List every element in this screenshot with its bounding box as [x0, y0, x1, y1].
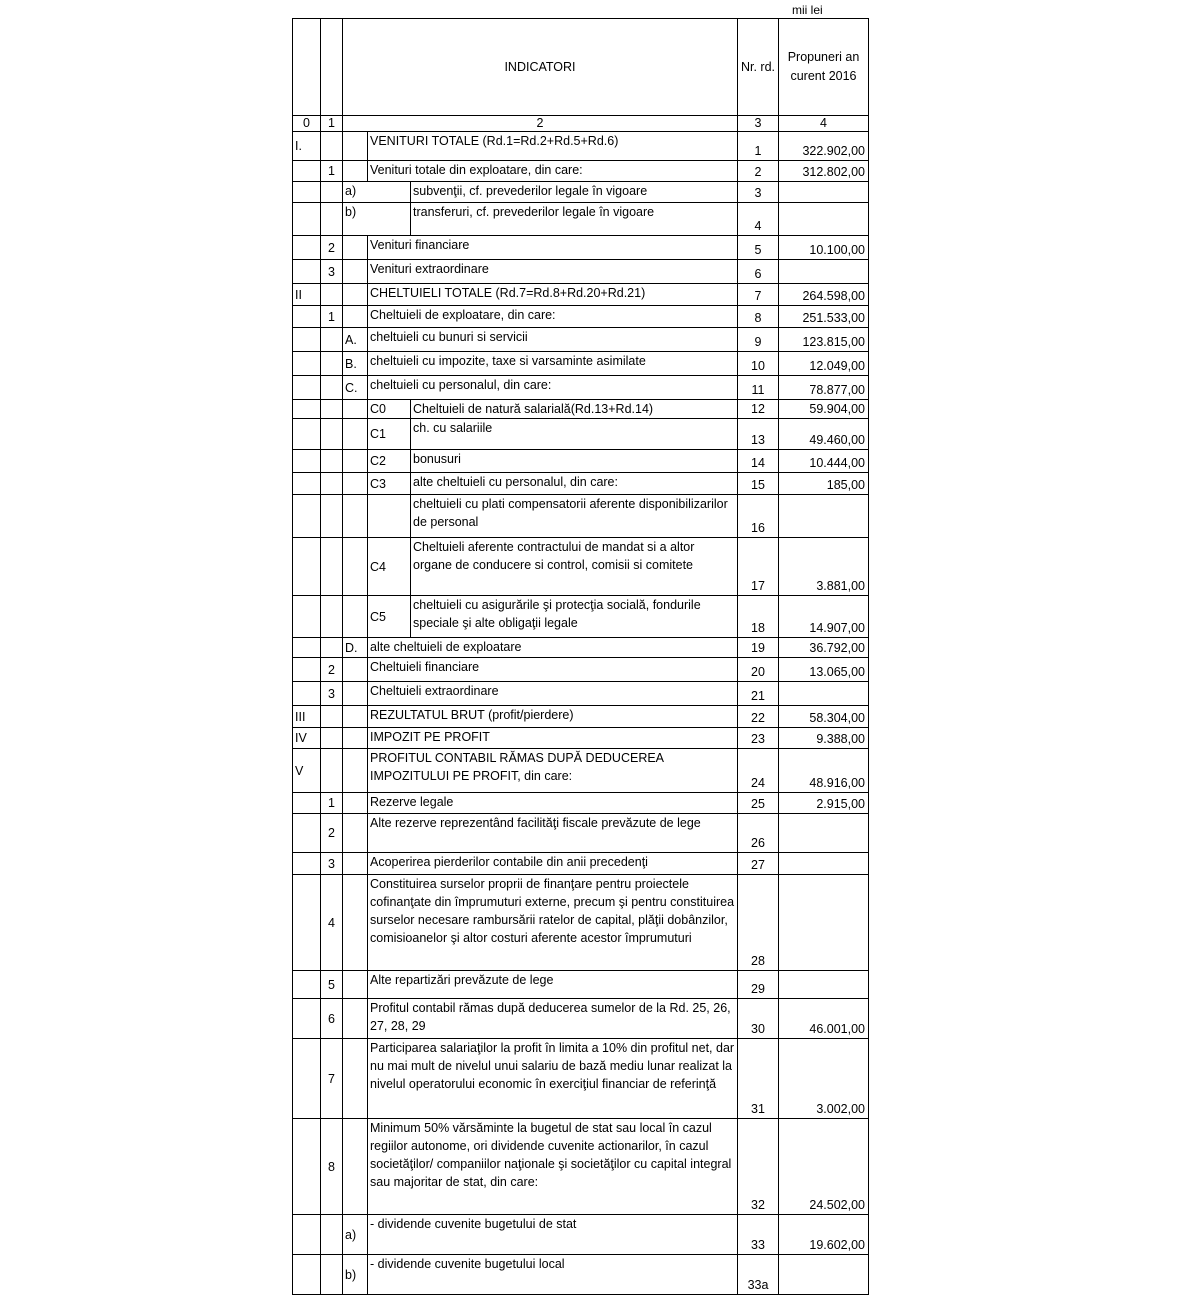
row-label: ch. cu salariile	[411, 419, 738, 450]
row-value: 251.533,00	[779, 306, 869, 328]
sub-letter: b)	[343, 203, 411, 236]
row-label: cheltuieli cu asigurările şi protecţia socială, fondurile speciale şi alte obligaţii legale	[411, 596, 738, 638]
table-row	[293, 450, 869, 473]
table-row	[293, 473, 869, 495]
row-label: Acoperirea pierderilor contabile din anii precedenţi	[368, 853, 738, 875]
table-row	[293, 419, 869, 450]
row-number: 21	[738, 682, 779, 706]
row-number: 22	[738, 706, 779, 728]
unit-label: mii lei	[792, 3, 823, 17]
item-number: 5	[321, 971, 343, 999]
table-row	[293, 706, 869, 728]
group-letter: D.	[343, 638, 368, 658]
row-label: REZULTATUL BRUT (profit/pierdere)	[368, 706, 738, 728]
row-value: 312.802,00	[779, 161, 869, 182]
row-label: VENITURI TOTALE (Rd.1=Rd.2+Rd.5+Rd.6)	[368, 132, 738, 161]
item-number: 6	[321, 999, 343, 1039]
row-label: Cheltuieli aferente contractului de mandat si a altor organe de conducere si control, comisii si comitete	[411, 538, 738, 596]
table-row	[293, 352, 869, 376]
index-row	[293, 116, 869, 132]
row-value: 185,00	[779, 473, 869, 495]
row-number: 7	[738, 284, 779, 306]
section-number: III	[293, 706, 321, 728]
row-number: 12	[738, 400, 779, 419]
row-number: 31	[738, 1039, 779, 1119]
item-number: 3	[321, 260, 343, 284]
row-number: 24	[738, 749, 779, 793]
section-number: I.	[293, 132, 321, 161]
sub-code	[368, 495, 411, 538]
row-label: cheltuieli cu plati compensatorii aferente disponibilizarilor de personal	[411, 495, 738, 538]
row-label: Cheltuieli extraordinare	[368, 682, 738, 706]
row-label: alte cheltuieli cu personalul, din care:	[411, 473, 738, 495]
row-number: 33	[738, 1215, 779, 1255]
section-number: II	[293, 284, 321, 306]
row-label: Profitul contabil rămas după deducerea sumelor de la Rd. 25, 26, 27, 28, 29	[368, 999, 738, 1039]
row-number: 30	[738, 999, 779, 1039]
row-label: Minimum 50% vărsăminte la bugetul de stat sau local în cazul regiilor autonome, ori dividende cuvenite actionarilor, în cazul societăţilor/ companiilor naţionale şi societăţilor cu capital integral sau majoritar de stat, din care:	[368, 1119, 738, 1215]
row-value	[779, 203, 869, 236]
table-row	[293, 1039, 869, 1119]
row-number: 32	[738, 1119, 779, 1215]
row-value: 49.460,00	[779, 419, 869, 450]
table-row	[293, 1215, 869, 1255]
item-number: 2	[321, 814, 343, 853]
row-value: 14.907,00	[779, 596, 869, 638]
row-number: 1	[738, 132, 779, 161]
row-value: 58.304,00	[779, 706, 869, 728]
row-number: 28	[738, 875, 779, 971]
item-number: 2	[321, 236, 343, 260]
row-label: bonusuri	[411, 450, 738, 473]
table-row	[293, 161, 869, 182]
item-number: 8	[321, 1119, 343, 1215]
table-row	[293, 328, 869, 352]
sub-code: C4	[368, 538, 411, 596]
row-number: 15	[738, 473, 779, 495]
table-row	[293, 814, 869, 853]
row-value: 10.444,00	[779, 450, 869, 473]
row-number: 4	[738, 203, 779, 236]
row-value	[779, 1255, 869, 1295]
row-value: 3.881,00	[779, 538, 869, 596]
section-number: IV	[293, 728, 321, 749]
row-value: 322.902,00	[779, 132, 869, 161]
table-row	[293, 853, 869, 875]
table-row	[293, 495, 869, 538]
table-row	[293, 236, 869, 260]
row-number: 5	[738, 236, 779, 260]
row-number: 3	[738, 182, 779, 203]
row-number: 23	[738, 728, 779, 749]
table-row	[293, 400, 869, 419]
row-value: 10.100,00	[779, 236, 869, 260]
table-row	[293, 132, 869, 161]
item-number: 3	[321, 682, 343, 706]
sub-code: C0	[368, 400, 411, 419]
row-number: 14	[738, 450, 779, 473]
row-value	[779, 260, 869, 284]
item-number: 7	[321, 1039, 343, 1119]
row-label: PROFITUL CONTABIL RĂMAS DUPĂ DEDUCEREA IMPOZITULUI PE PROFIT, din care:	[368, 749, 738, 793]
row-number: 2	[738, 161, 779, 182]
row-value: 9.388,00	[779, 728, 869, 749]
group-letter: b)	[343, 1255, 368, 1295]
header-indicatori: INDICATORI	[343, 19, 738, 116]
row-value	[779, 182, 869, 203]
index-cell: 0	[293, 116, 321, 132]
table-row	[293, 596, 869, 638]
row-value: 48.916,00	[779, 749, 869, 793]
section-number: V	[293, 749, 321, 793]
table-row	[293, 182, 869, 203]
row-number: 17	[738, 538, 779, 596]
table-row	[293, 658, 869, 682]
row-value	[779, 682, 869, 706]
row-number: 29	[738, 971, 779, 999]
row-label: Participarea salariaţilor la profit în limita a 10% din profitul net, dar nu mai mult de nivelul unui salariu de bază mediu lunar realizat la nivelul operatorului economic în exerciţiul financiar de referinţă	[368, 1039, 738, 1119]
table-row	[293, 999, 869, 1039]
row-number: 16	[738, 495, 779, 538]
index-cell: 1	[321, 116, 343, 132]
item-number: 1	[321, 161, 343, 182]
row-value: 13.065,00	[779, 658, 869, 682]
row-label: Constituirea surselor proprii de finanţare pentru proiectele cofinanţate din împrumuturi externe, precum şi pentru constituirea surselor necesare rambursării ratelor de capital, plăţii dobânzilor, comisioanelor şi altor costuri aferente acestor împrumuturi	[368, 875, 738, 971]
row-value	[779, 495, 869, 538]
row-label: subvenţii, cf. prevederilor legale în vigoare	[411, 182, 738, 203]
row-label: CHELTUIELI TOTALE (Rd.7=Rd.8+Rd.20+Rd.21)	[368, 284, 738, 306]
row-number: 11	[738, 376, 779, 400]
header-row	[293, 19, 869, 116]
sub-code: C2	[368, 450, 411, 473]
table-row	[293, 376, 869, 400]
row-label: Cheltuieli financiare	[368, 658, 738, 682]
table-row	[293, 284, 869, 306]
index-cell: 4	[779, 116, 869, 132]
table-row	[293, 971, 869, 999]
row-value: 36.792,00	[779, 638, 869, 658]
row-number: 19	[738, 638, 779, 658]
row-value	[779, 875, 869, 971]
row-label: IMPOZIT PE PROFIT	[368, 728, 738, 749]
row-value: 123.815,00	[779, 328, 869, 352]
row-label: Venituri totale din exploatare, din care:	[368, 161, 738, 182]
row-label: cheltuieli cu bunuri si servicii	[368, 328, 738, 352]
row-number: 9	[738, 328, 779, 352]
row-number: 20	[738, 658, 779, 682]
row-value: 59.904,00	[779, 400, 869, 419]
group-letter: a)	[343, 1215, 368, 1255]
row-label: cheltuieli cu impozite, taxe si varsaminte asimilate	[368, 352, 738, 376]
row-number: 33a	[738, 1255, 779, 1295]
sub-code: C5	[368, 596, 411, 638]
row-value	[779, 971, 869, 999]
group-letter: B.	[343, 352, 368, 376]
sub-code: C3	[368, 473, 411, 495]
table-row	[293, 793, 869, 814]
row-number: 18	[738, 596, 779, 638]
row-value: 19.602,00	[779, 1215, 869, 1255]
item-number: 4	[321, 875, 343, 971]
row-value: 46.001,00	[779, 999, 869, 1039]
table-row	[293, 1255, 869, 1295]
row-label: alte cheltuieli de exploatare	[368, 638, 738, 658]
table-row	[293, 875, 869, 971]
item-number: 1	[321, 793, 343, 814]
row-label: - dividende cuvenite bugetului local	[368, 1255, 738, 1295]
row-label: Cheltuieli de natură salarială(Rd.13+Rd.14)	[411, 400, 738, 419]
table-row	[293, 638, 869, 658]
row-label: transferuri, cf. prevederilor legale în vigoare	[411, 203, 738, 236]
row-label: Venituri extraordinare	[368, 260, 738, 284]
row-value	[779, 853, 869, 875]
row-number: 25	[738, 793, 779, 814]
row-label: Cheltuieli de exploatare, din care:	[368, 306, 738, 328]
row-value: 78.877,00	[779, 376, 869, 400]
row-number: 27	[738, 853, 779, 875]
row-label: cheltuieli cu personalul, din care:	[368, 376, 738, 400]
budget-table	[292, 18, 869, 1295]
row-label: Alte rezerve reprezentând facilităţi fiscale prevăzute de lege	[368, 814, 738, 853]
row-value: 24.502,00	[779, 1119, 869, 1215]
group-letter: A.	[343, 328, 368, 352]
row-value	[779, 814, 869, 853]
table-row	[293, 749, 869, 793]
row-value: 3.002,00	[779, 1039, 869, 1119]
row-number: 8	[738, 306, 779, 328]
table-row	[293, 1119, 869, 1215]
row-label: Rezerve legale	[368, 793, 738, 814]
row-number: 10	[738, 352, 779, 376]
header-nr-rd: Nr. rd.	[738, 19, 779, 116]
item-number: 3	[321, 853, 343, 875]
table-row	[293, 203, 869, 236]
row-label: Alte repartizări prevăzute de lege	[368, 971, 738, 999]
table-row	[293, 306, 869, 328]
table-row	[293, 682, 869, 706]
header-propuneri: Propuneri an curent 2016	[779, 19, 869, 116]
group-letter: C.	[343, 376, 368, 400]
index-cell: 3	[738, 116, 779, 132]
sub-code: C1	[368, 419, 411, 450]
row-number: 13	[738, 419, 779, 450]
row-value: 12.049,00	[779, 352, 869, 376]
row-number: 6	[738, 260, 779, 284]
row-value: 264.598,00	[779, 284, 869, 306]
sub-letter: a)	[343, 182, 411, 203]
row-label: Venituri financiare	[368, 236, 738, 260]
item-number: 2	[321, 658, 343, 682]
table-row	[293, 260, 869, 284]
row-label: - dividende cuvenite bugetului de stat	[368, 1215, 738, 1255]
index-cell: 2	[343, 116, 738, 132]
item-number: 1	[321, 306, 343, 328]
table-row	[293, 728, 869, 749]
row-number: 26	[738, 814, 779, 853]
row-value: 2.915,00	[779, 793, 869, 814]
table-row	[293, 538, 869, 596]
